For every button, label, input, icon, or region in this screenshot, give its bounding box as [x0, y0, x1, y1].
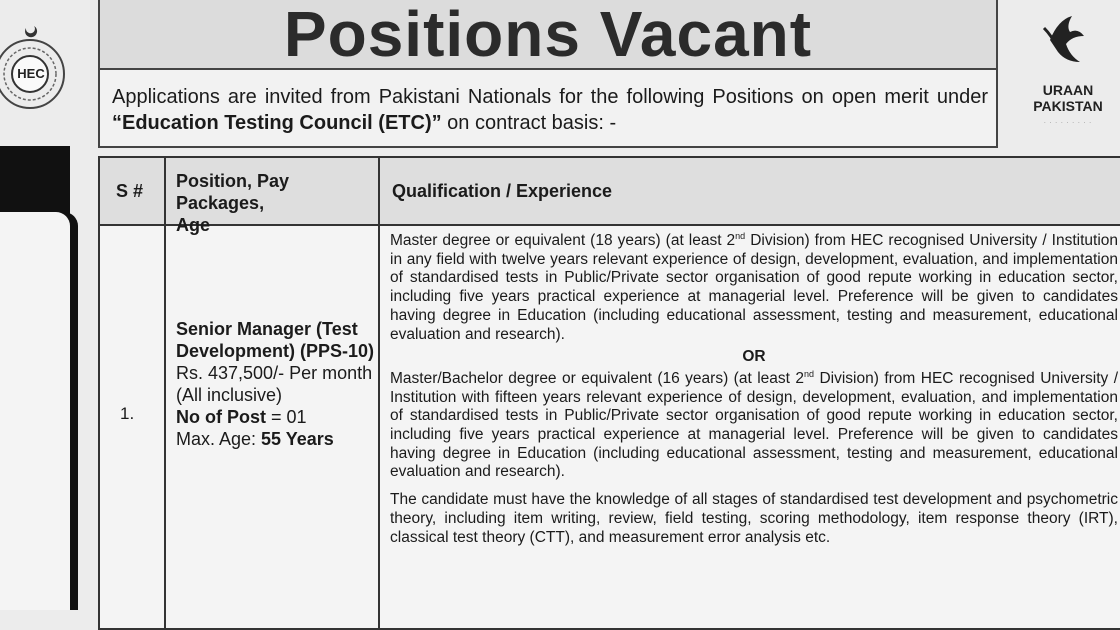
column-divider [164, 158, 166, 628]
qualification-cell [390, 232, 1118, 547]
column-divider [378, 158, 380, 628]
header-qualification: Qualification / Experience [392, 181, 613, 201]
hec-logo [0, 10, 80, 118]
qualification-knowledge: The candidate must have the knowledge of all stages of standardised test development and psychometric theory, including item writing, review, field testing, scoring methodology, item response theory (IRT), classical test theory (CTT), and measurement error analysis etc. [390, 491, 1118, 546]
intro-line-2: on contract basis: - [441, 112, 617, 134]
row-sno: 1. [120, 404, 135, 423]
position-cell [176, 318, 376, 450]
uraan-pakistan-logo [1000, 10, 1118, 128]
page-title: Positions Vacant [283, 0, 813, 70]
intro-line-1: Applications are invited from Pakistani Nationals for the following Positions on open merit under [112, 86, 988, 108]
or-separator: OR [742, 348, 766, 366]
header-sno: S # [116, 181, 144, 201]
uraan-wordmark: URAAN PAKISTAN [1033, 82, 1103, 114]
intro-paragraph [112, 84, 988, 136]
organisation-name: “Education Testing Council (ETC)” [112, 112, 442, 134]
uraan-tagline: · · · · · · · · · [1043, 120, 1093, 126]
number-of-posts: No of Post = 01 [176, 407, 307, 427]
left-dark-bar [0, 146, 70, 216]
header-position: Position, Pay Packages, Age [176, 171, 290, 235]
left-edge-panel [0, 212, 70, 610]
position-title-line2: Development) (PPS-10) [176, 341, 375, 361]
title-banner [98, 0, 998, 70]
intro-box [98, 70, 998, 148]
pay-note: (All inclusive) [176, 385, 283, 405]
positions-table [98, 156, 1120, 630]
qualification-option-a: Master degree or equivalent (18 years) (at least 2nd Division) from HEC recognised University / Institution in any field with twelve years relevant experience of design, development, evaluation, and implementation of standardised tests in Public/Private sector organisation of good repute working in education sector, including five years practical experience at managerial level. Preference will be given to candidates having degree in Education (including educational assessment, testing and measurement, educational evaluation and research). [390, 230, 1118, 343]
qualification-option-b: Master/Bachelor degree or equivalent (16 years) (at least 2nd Division) from HEC recognised University / Institution with fifteen years relevant experience of design, development, evaluation, and implementation of standardised tests in Public/Private sector organisation of good repute working in education sector, including five years practical experience at managerial level. Preference will be given to candidates having degree in Education (including educational assessment, testing and measurement, educational evaluation and research). [390, 368, 1118, 481]
svg-text:HEC: HEC [17, 66, 45, 81]
max-age: Max. Age: 55 Years [176, 429, 334, 449]
pay-package: Rs. 437,500/- Per month [176, 363, 373, 383]
position-title-line1: Senior Manager (Test [176, 319, 358, 339]
